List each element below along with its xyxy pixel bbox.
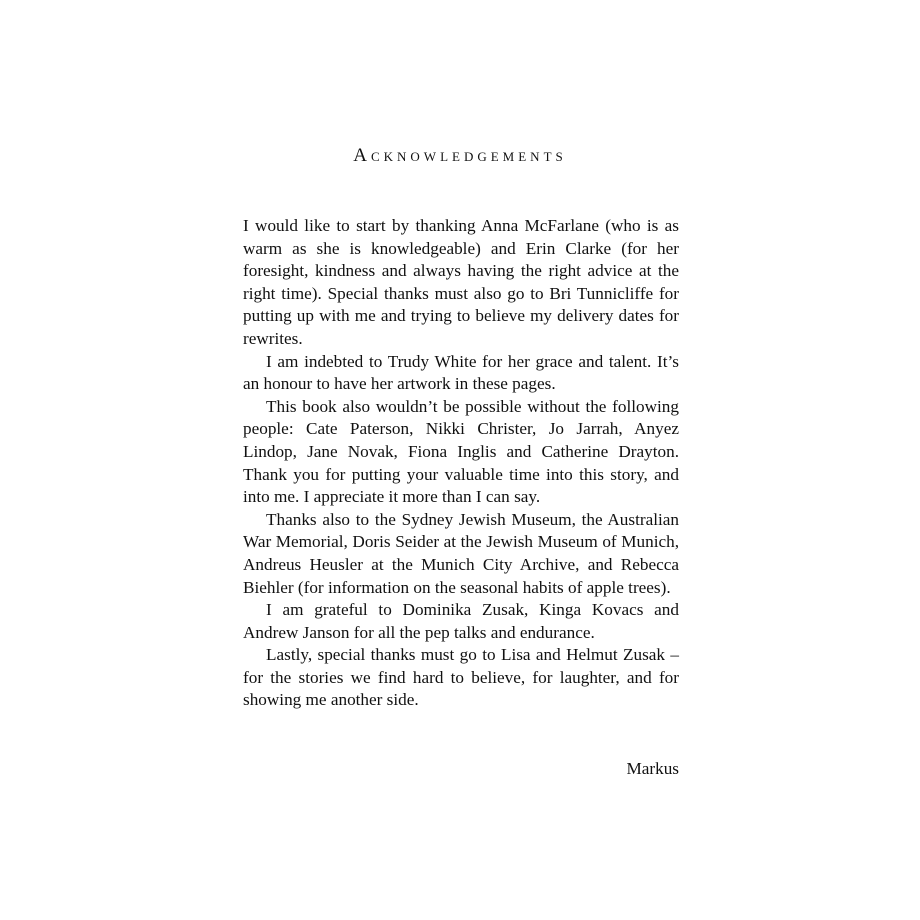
paragraph-2: I am indebted to Trudy White for her grace and talent. It’s an honour to have her artwork in these pages. [243, 351, 679, 394]
paragraph-3: This book also wouldn’t be possible without the following people: Cate Paterson, Nikki Christer, Jo Jarrah, Anyez Lindop, Jane Novak, Fiona Inglis and Catherine Drayton. Thank you for putting your valuable time into this story, and into me. I appreciate it more than I can say. [243, 396, 679, 507]
paragraph-5: I am grateful to Dominika Zusak, Kinga Kovacs and Andrew Janson for all the pep talks and endurance. [243, 600, 679, 642]
page-title: Acknowledgements [353, 145, 567, 166]
paragraph-4: Thanks also to the Sydney Jewish Museum, the Australian War Memorial, Doris Seider at the Jewish Museum of Munich, Andreus Heusler at the Munich City Archive, and Rebecca Biehler (for information on the seasonal habits of apple trees). [243, 509, 679, 597]
paragraph-1: I would like to start by thanking Anna McFarlane (who is as warm as she is knowledgeable) and Erin Clarke (for her foresight, kindness and always having the right advice at the right time). Special thanks must also go to Bri Tunnicliffe for putting up with me and trying to believe my delivery dates for rewrites. [243, 216, 679, 348]
acknowledgements-body [243, 215, 679, 712]
paragraph-6: Lastly, special thanks must go to Lisa and Helmut Zusak – for the stories we find hard to believe, for laughter, and for showing me another side. [243, 645, 679, 710]
author-signature: Markus [626, 759, 679, 778]
